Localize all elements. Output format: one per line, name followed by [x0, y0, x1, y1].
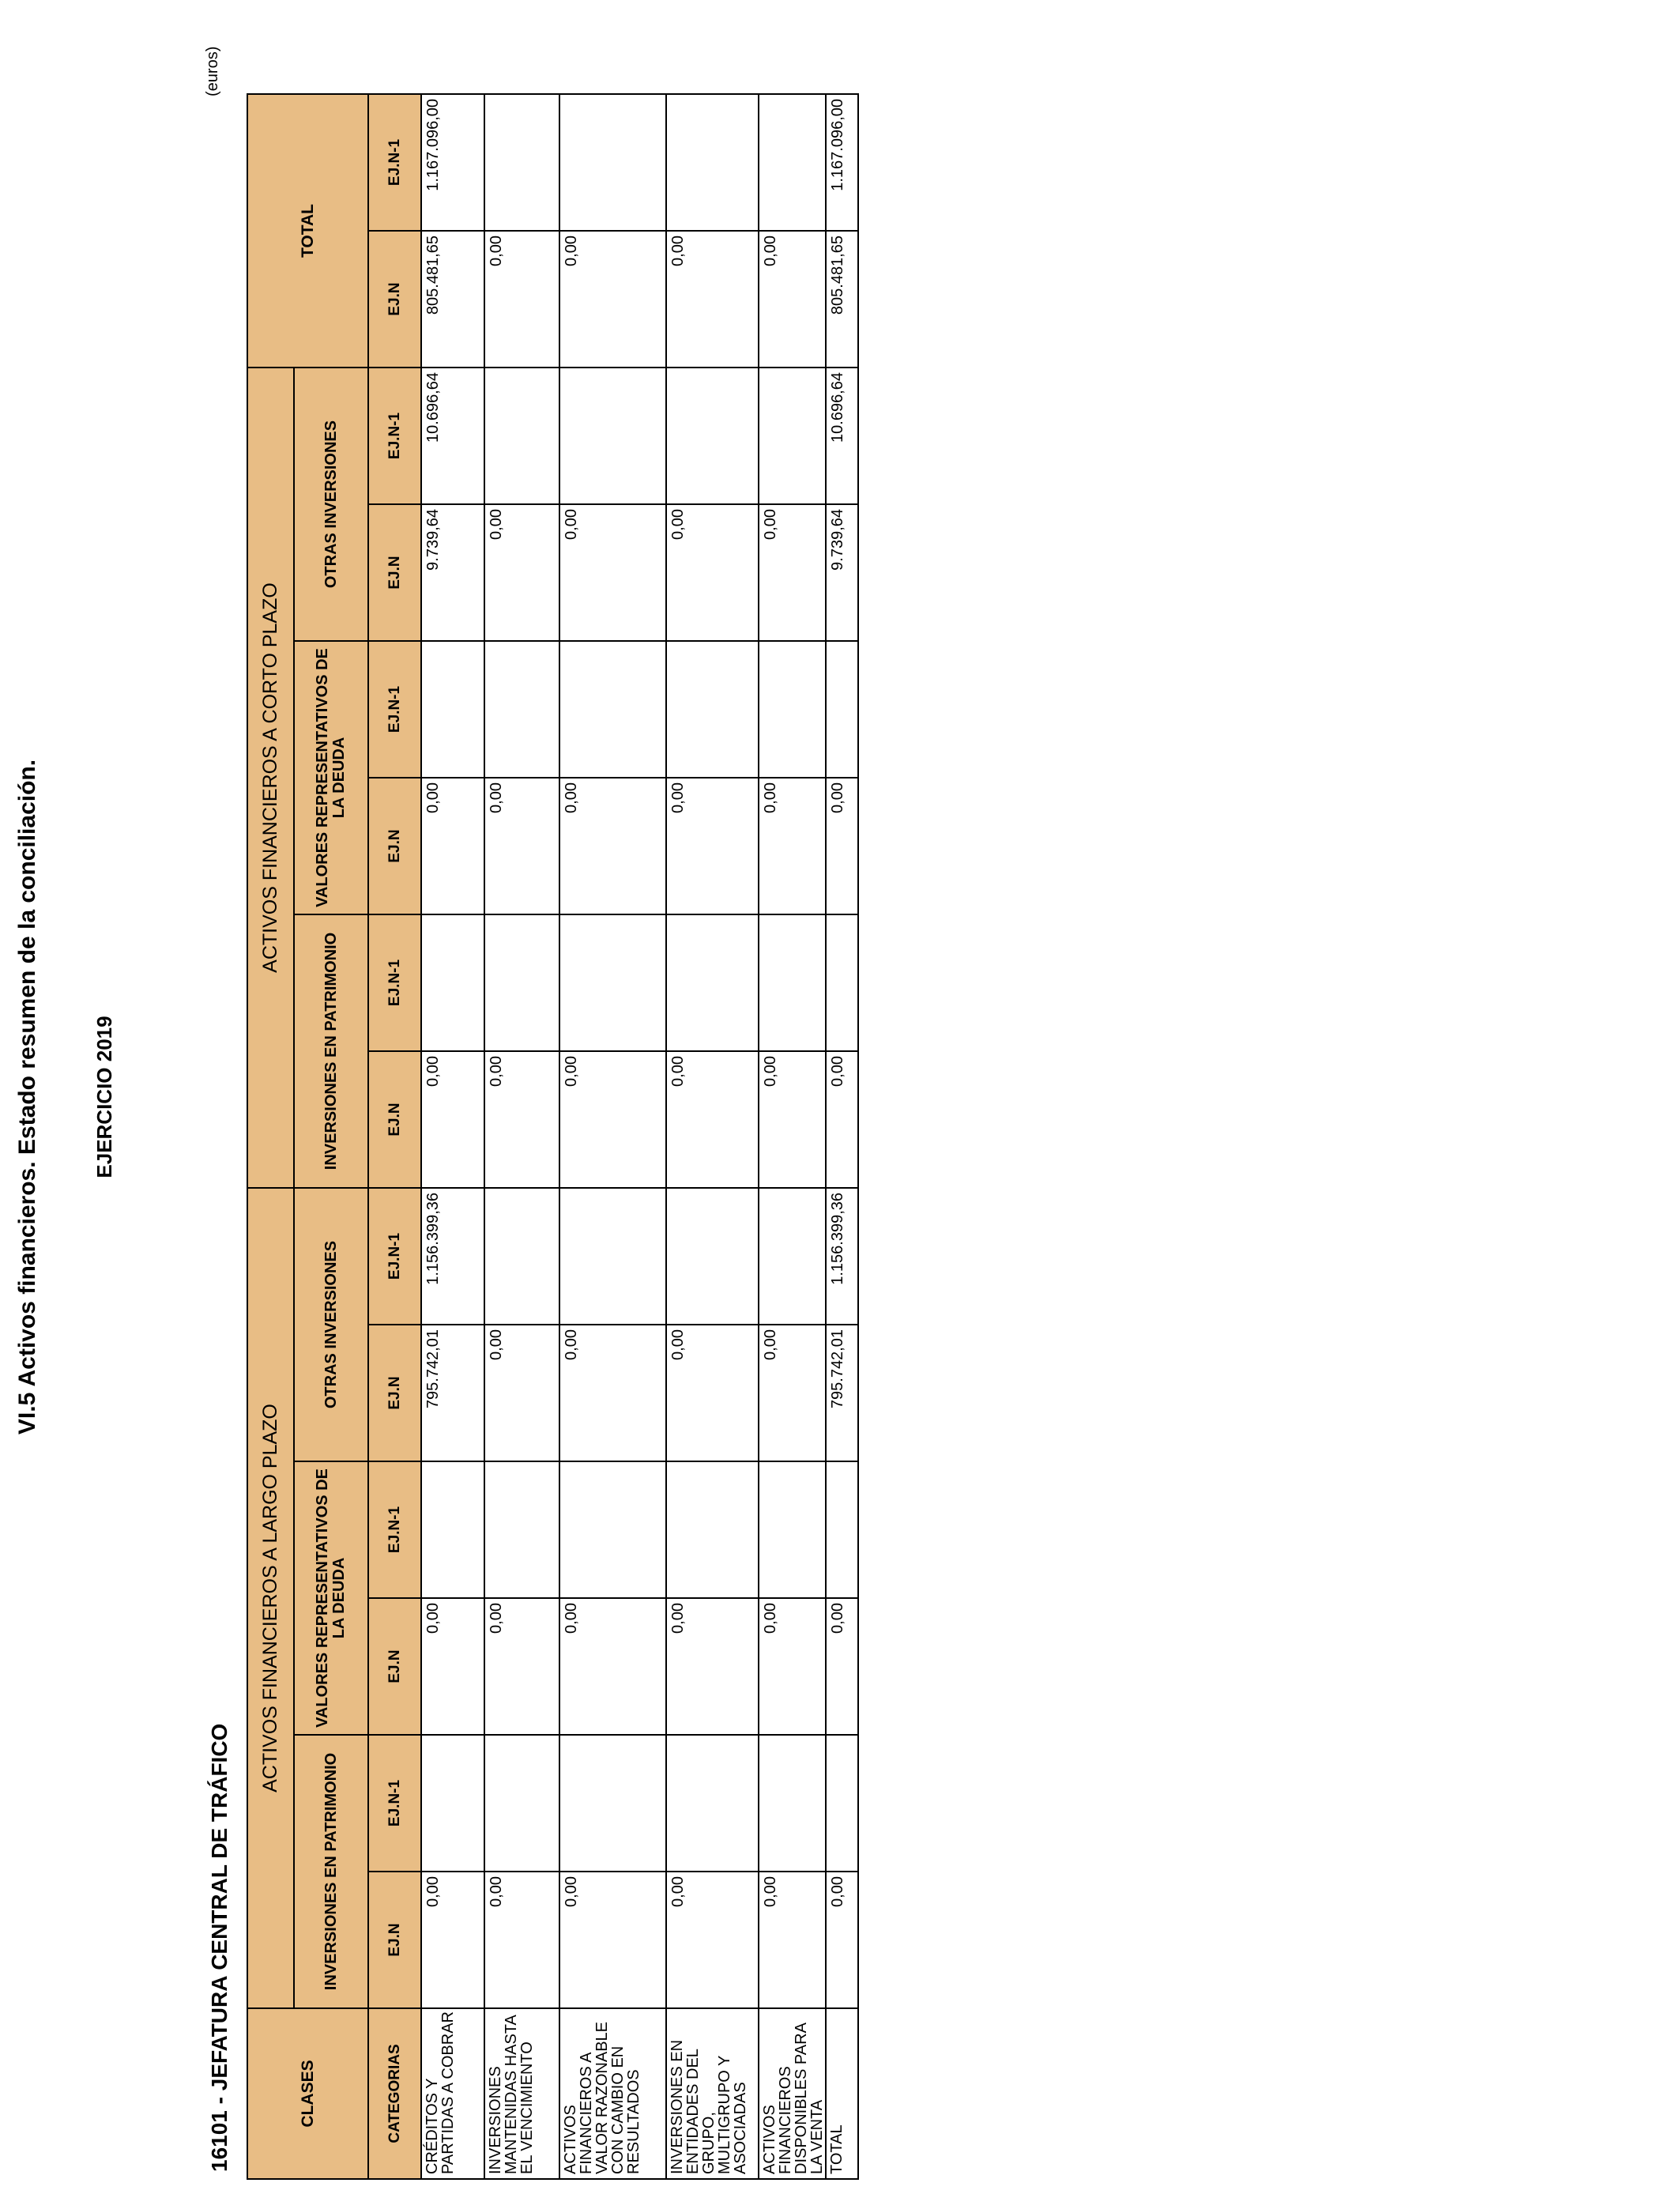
units-label: (euros): [204, 46, 221, 96]
ej-n1-header: EJ.N-1: [368, 914, 421, 1051]
value-cell: [826, 641, 858, 778]
value-cell: [421, 914, 484, 1051]
value-cell: [421, 1735, 484, 1872]
value-cell: 0,00: [484, 231, 559, 368]
value-cell: [484, 94, 559, 231]
document-title: VI.5 Activos financieros. Estado resumen de la conciliación.: [14, 759, 40, 1435]
value-cell: 0,00: [559, 1051, 666, 1188]
value-cell: [559, 1461, 666, 1598]
ej-n1-header: EJ.N-1: [368, 368, 421, 504]
value-cell: [484, 1735, 559, 1872]
value-cell: [666, 1735, 759, 1872]
ej-n1-header: EJ.N-1: [368, 94, 421, 231]
value-cell: 0,00: [421, 1872, 484, 2008]
category-cell: INVERSIONES MANTENIDAS HASTA EL VENCIMIENTO: [484, 2008, 559, 2179]
ej-n-header: EJ.N: [368, 1872, 421, 2008]
value-cell: [559, 368, 666, 504]
value-cell: 0,00: [826, 778, 858, 914]
value-cell: [666, 1188, 759, 1325]
short-term-header: ACTIVOS FINANCIEROS A CORTO PLAZO: [247, 368, 294, 1188]
table-body: [421, 94, 858, 2179]
fiscal-year: EJERCICIO 2019: [92, 1016, 116, 1178]
ej-n1-header: EJ.N-1: [368, 641, 421, 778]
cp-inversiones-header: INVERSIONES EN PATRIMONIO: [294, 914, 368, 1188]
value-cell: 0,00: [421, 778, 484, 914]
clases-header: CLASES: [247, 2008, 368, 2179]
category-cell: ACTIVOS FINANCIEROS DISPONIBLES PARA LA VENTA: [759, 2008, 826, 2179]
value-cell: 10.696,64: [826, 368, 858, 504]
value-cell: [666, 914, 759, 1051]
value-cell: 0,00: [666, 504, 759, 641]
value-cell: [484, 1461, 559, 1598]
value-cell: 10.696,64: [421, 368, 484, 504]
value-cell: [559, 914, 666, 1051]
value-cell: 0,00: [759, 1325, 826, 1461]
value-cell: 0,00: [759, 1872, 826, 2008]
value-cell: 0,00: [484, 1598, 559, 1735]
value-cell: [826, 1461, 858, 1598]
lp-otras-header: OTRAS INVERSIONES: [294, 1188, 368, 1461]
value-cell: 1.156.399,36: [421, 1188, 484, 1325]
value-cell: [666, 641, 759, 778]
value-cell: 0,00: [666, 1325, 759, 1461]
long-term-header: ACTIVOS FINANCIEROS A LARGO PLAZO: [247, 1188, 294, 2008]
value-cell: 1.156.399,36: [826, 1188, 858, 1325]
value-cell: 0,00: [759, 504, 826, 641]
value-cell: 0,00: [484, 1051, 559, 1188]
value-cell: [484, 368, 559, 504]
value-cell: [484, 1188, 559, 1325]
value-cell: [759, 1461, 826, 1598]
category-cell: CRÉDITOS Y PARTIDAS A COBRAR: [421, 2008, 484, 2179]
ej-n1-header: EJ.N-1: [368, 1461, 421, 1598]
value-cell: [826, 914, 858, 1051]
value-cell: 0,00: [666, 1051, 759, 1188]
value-cell: 0,00: [666, 1872, 759, 2008]
value-cell: 0,00: [559, 778, 666, 914]
conciliation-table: [247, 93, 859, 2180]
category-cell: TOTAL: [826, 2008, 858, 2179]
value-cell: 805.481,65: [826, 231, 858, 368]
value-cell: 0,00: [826, 1872, 858, 2008]
lp-inversiones-header: INVERSIONES EN PATRIMONIO: [294, 1735, 368, 2008]
value-cell: 0,00: [559, 231, 666, 368]
value-cell: [421, 641, 484, 778]
category-cell: INVERSIONES EN ENTIDADES DEL GRUPO, MULTIGRUPO Y ASOCIADAS: [666, 2008, 759, 2179]
value-cell: 0,00: [421, 1598, 484, 1735]
value-cell: 0,00: [559, 1872, 666, 2008]
ej-n-header: EJ.N: [368, 1051, 421, 1188]
category-cell: ACTIVOS FINANCIEROS A VALOR RAZONABLE CON CAMBIO EN RESULTADOS: [559, 2008, 666, 2179]
value-cell: [759, 1188, 826, 1325]
value-cell: 0,00: [421, 1051, 484, 1188]
entity-name: 16101 - JEFATURA CENTRAL DE TRÁFICO: [207, 1723, 232, 2172]
value-cell: 0,00: [484, 778, 559, 914]
value-cell: [759, 914, 826, 1051]
value-cell: [826, 1735, 858, 1872]
ej-n1-header: EJ.N-1: [368, 1188, 421, 1325]
table-row: [559, 94, 666, 2179]
value-cell: 805.481,65: [421, 231, 484, 368]
table-row: [484, 94, 559, 2179]
value-cell: [484, 641, 559, 778]
value-cell: 0,00: [826, 1051, 858, 1188]
value-cell: [759, 94, 826, 231]
value-cell: [559, 641, 666, 778]
ej-n-header: EJ.N: [368, 778, 421, 914]
value-cell: 0,00: [559, 1325, 666, 1461]
value-cell: 0,00: [666, 231, 759, 368]
value-cell: 0,00: [666, 1598, 759, 1735]
value-cell: [759, 641, 826, 778]
total-header: TOTAL: [247, 94, 368, 368]
value-cell: 795.742,01: [421, 1325, 484, 1461]
value-cell: [421, 1461, 484, 1598]
value-cell: [559, 94, 666, 231]
ej-n1-header: EJ.N-1: [368, 1735, 421, 1872]
value-cell: [484, 914, 559, 1051]
value-cell: [559, 1188, 666, 1325]
value-cell: [666, 368, 759, 504]
value-cell: 0,00: [484, 504, 559, 641]
value-cell: 0,00: [559, 1598, 666, 1735]
value-cell: 1.167.096,00: [826, 94, 858, 231]
categorias-header: CATEGORIAS: [368, 2008, 421, 2179]
value-cell: 0,00: [666, 778, 759, 914]
table-row: [421, 94, 484, 2179]
value-cell: 795.742,01: [826, 1325, 858, 1461]
value-cell: [759, 1735, 826, 1872]
cp-otras-header: OTRAS INVERSIONES: [294, 368, 368, 641]
ej-n-header: EJ.N: [368, 1598, 421, 1735]
value-cell: [559, 1735, 666, 1872]
value-cell: 0,00: [826, 1598, 858, 1735]
ej-n-header: EJ.N: [368, 1325, 421, 1461]
value-cell: 1.167.096,00: [421, 94, 484, 231]
value-cell: 0,00: [559, 504, 666, 641]
value-cell: [666, 1461, 759, 1598]
value-cell: 9.739,64: [826, 504, 858, 641]
value-cell: 0,00: [484, 1872, 559, 2008]
value-cell: 0,00: [759, 778, 826, 914]
lp-valores-header: VALORES REPRESENTATIVOS DE LA DEUDA: [294, 1461, 368, 1735]
value-cell: 0,00: [759, 1051, 826, 1188]
ej-n-header: EJ.N: [368, 231, 421, 368]
value-cell: 0,00: [759, 1598, 826, 1735]
table-row: [759, 94, 826, 2179]
value-cell: 9.739,64: [421, 504, 484, 641]
table-row: [666, 94, 759, 2179]
value-cell: 0,00: [759, 231, 826, 368]
value-cell: 0,00: [484, 1325, 559, 1461]
cp-valores-header: VALORES REPRESENTATIVOS DE LA DEUDA: [294, 641, 368, 914]
value-cell: [759, 368, 826, 504]
value-cell: [666, 94, 759, 231]
ej-n-header: EJ.N: [368, 504, 421, 641]
table-row: [826, 94, 858, 2179]
